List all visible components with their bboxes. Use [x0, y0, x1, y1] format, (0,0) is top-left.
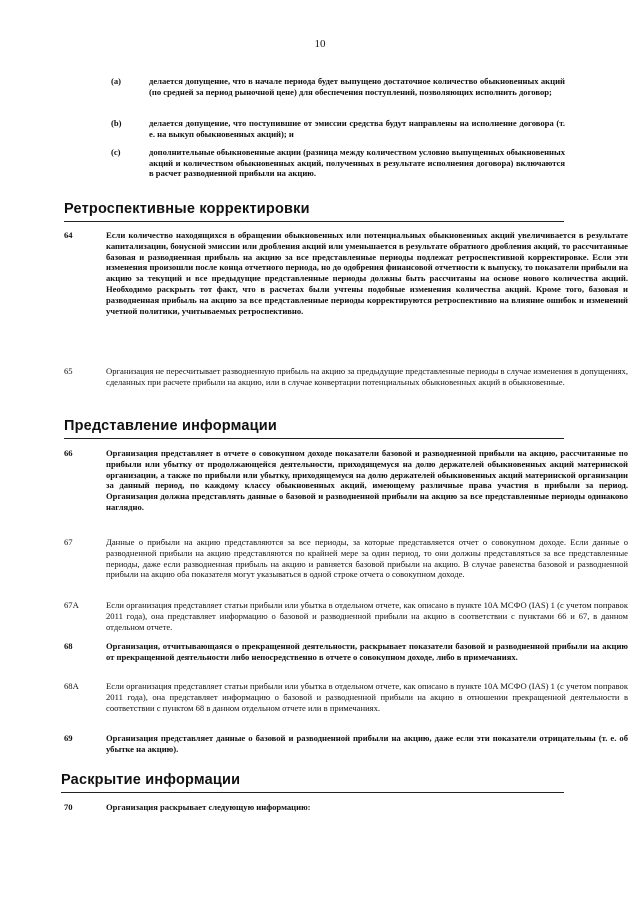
paragraph-number: 66 [64, 448, 73, 458]
list-item [111, 118, 565, 142]
list-item-text: делается допущение, что поступившие от эмиссии средства будут направлены на исполнение договора (т. е. на выкуп обыкновенных акций); и [149, 118, 565, 139]
paragraph-number: 69 [64, 733, 73, 743]
list-item-label: (b) [111, 118, 122, 128]
list-item-text: делается допущение, что в начале периода будет выпущено достаточное количество обыкновенных акций (по средней за период рыночной цене) для обеспечения поступлений, позволяющих исполнить договор; [149, 76, 565, 97]
paragraph-65 [64, 366, 628, 400]
paragraph-text: Организация представляет в отчете о совокупном доходе показатели базовой и разводненной прибыли на акцию, рассчитанные по прибыли или убытку от продолжающейся деятельности, приходящемуся на долю держателей обыкновенных акций материнской организации, а также по прибыли или убытку, приходящемуся на долю держателей обыкновенных акций материнской организации за данный период, по каждому классу обыкновенных акций, имеющему различные права участия в прибыли за период. Организация должна представлять данные о базовой и разводненной прибыли на акцию за все представленные периоды одинаково наглядно. [106, 448, 628, 512]
paragraph-text: Организация, отчитывающаяся о прекращенной деятельности, раскрывает показатели базовой и разводненной прибыли на акцию от прекращенной деятельности либо непосредственно в отчете о совокупном доходе, либо в примечаниях. [106, 641, 628, 662]
section-heading: Ретроспективные корректировки [64, 201, 310, 217]
paragraph-number: 65 [64, 366, 73, 376]
list-item [111, 147, 565, 181]
page-number: 10 [314, 38, 326, 50]
paragraph-67a [64, 600, 628, 636]
paragraph-64 [64, 230, 628, 360]
paragraph-text: Организация представляет данные о базовой и разводненной прибыли на акцию, даже если эти показатели отрицательны (т. е. об убытке на акцию). [106, 733, 628, 754]
section-rule [64, 221, 564, 222]
paragraph-number: 67A [64, 600, 79, 610]
section-rule [64, 438, 564, 439]
section-heading: Раскрытие информации [61, 772, 241, 788]
paragraph-66 [64, 448, 628, 530]
list-item [111, 76, 565, 110]
paragraph-69 [64, 733, 628, 757]
paragraph-70 [64, 802, 628, 816]
paragraph-68 [64, 641, 628, 675]
section-rule [61, 792, 564, 793]
paragraph-68a [64, 681, 628, 727]
list-item-label: (a) [111, 76, 122, 86]
section-heading: Представление информации [64, 418, 277, 434]
paragraph-text: Если организация представляет статьи прибыли или убытка в отдельном отчете, как описано в пункте 10A МСФО (IAS) 1 (с учетом поправок 2011 года), она представляет информацию о базовой и разводненной прибыли на акцию в соответствии с пунктами 66 и 67, в данном отдельном отчете. [106, 600, 628, 632]
paragraph-text: Если организация представляет статьи прибыли или убытка в отдельном отчете, как описано в пункте 10A МСФО (IAS) 1 (с учетом поправок 2011 года), она представляет информацию о базовой и разводненной прибыли на акцию в отношении прекращенной деятельности в соответствии с пунктом 68 в данном отдельном отчете или в примечаниях. [106, 681, 628, 713]
list-item-label: (c) [111, 147, 121, 157]
list-item-text: дополнительные обыкновенные акции (разница между количеством условно выпущенных обыкновенных акций и количеством обыкновенных акций, полученных в результате исполнения договора) включаются в расчет разводненной прибыли на акцию. [149, 147, 565, 179]
paragraph-number: 70 [64, 802, 73, 812]
paragraph-number: 64 [64, 230, 73, 240]
paragraph-number: 67 [64, 537, 73, 547]
paragraph-67 [64, 537, 628, 595]
paragraph-text: Организация раскрывает следующую информацию: [106, 802, 311, 812]
paragraph-number: 68 [64, 641, 73, 651]
paragraph-number: 68A [64, 681, 79, 691]
paragraph-text: Если количество находящихся в обращении обыкновенных или потенциальных обыкновенных акций увеличивается в результате капитализации, бонусной эмиссии или дробления акций или уменьшается в результате обратного дробления акций, то рассчитанные базовая и разводненная прибыль на акцию за все представленные периоды подлежат ретроспективной корректировке. Если эти изменения произошли после конца отчетного периода, но до одобрения финансовой отчетности к выпуску, то показатели прибыли на акцию за текущий и все предыдущие представленные периоды должны быть рассчитаны на основе нового количества акций. Необходимо раскрыть тот факт, что в расчетах были учтены подобные изменения количества акций. Кроме того, базовая и разводненная прибыль на акцию за все представленные периоды корректируются ретроспективно на влияние ошибок и изменений учетной политики, учитываемых ретроспективно. [106, 230, 628, 316]
paragraph-text: Данные о прибыли на акцию представляются за все периоды, за которые представляется отчет о совокупном доходе. Если данные о разводненной прибыли на акцию представляются по крайней мере за один период, то они должны представляться за все представленные периоды, даже если разводненная прибыль на акцию и равняется базовой прибыли на акцию. В случае равенства базовой и разводненной прибыли на акцию оба показателя могут указываться в одной строке отчета о совокупном доходе. [106, 537, 628, 580]
paragraph-text: Организация не пересчитывает разводненную прибыль на акцию за предыдущие представленные периоды в случае изменения в допущениях, сделанных при расчете прибыли на акцию, или в случае конвертации потенциальных обыкновенных акций в обыкновенные. [106, 366, 628, 387]
